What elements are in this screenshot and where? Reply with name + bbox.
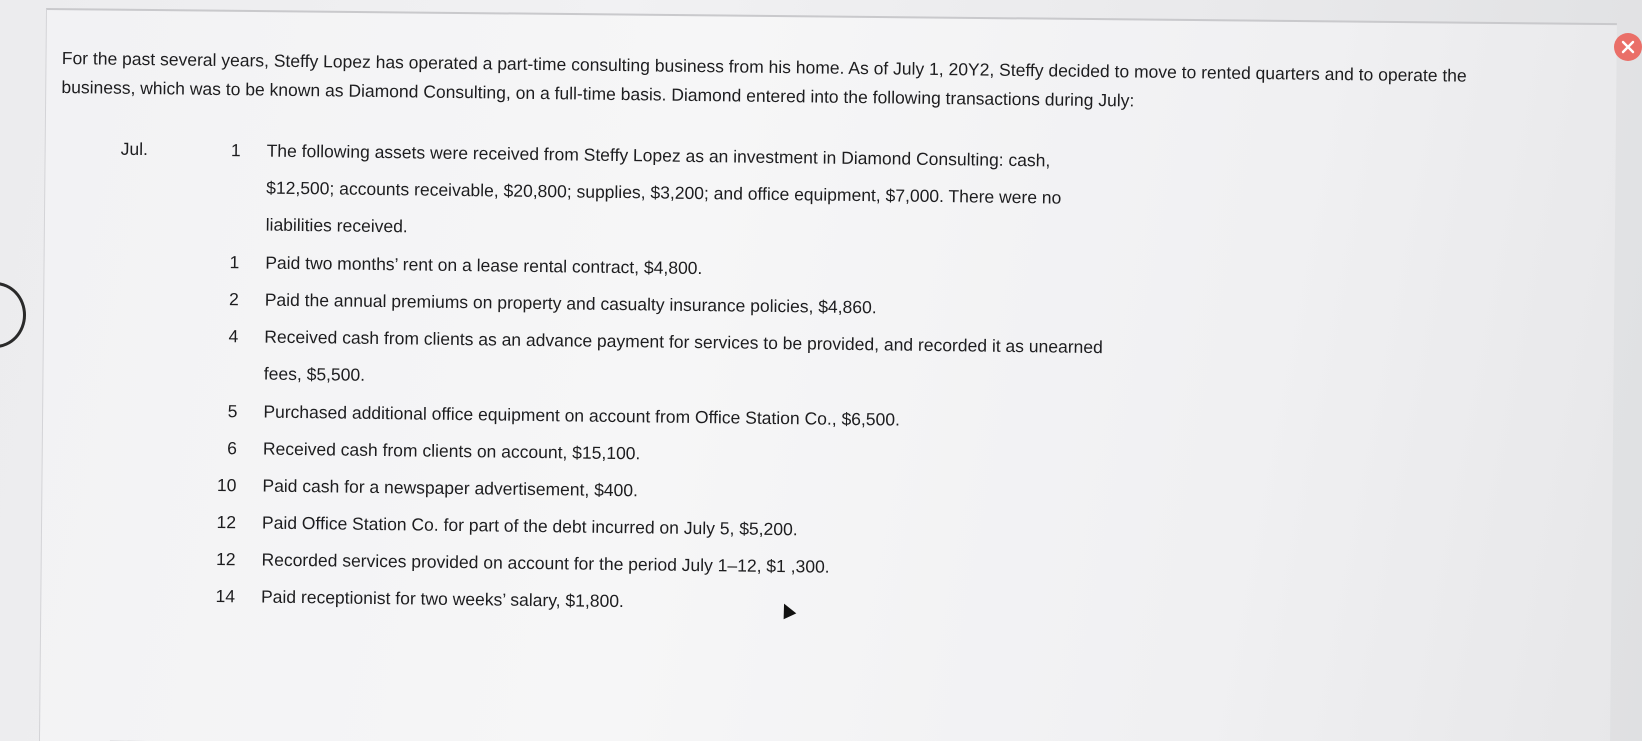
transaction-day: 2	[228, 289, 239, 310]
transaction-day: 12	[216, 511, 237, 533]
transaction-day: 6	[227, 438, 238, 459]
transaction-text: Recorded services provided on account for the period July 1–12, $1 ,300.	[261, 549, 830, 577]
intro-paragraph: For the past several years, Steffy Lopez has operated a part-time consulting business from his home. As of July 1, 20Y2, Steffy decided to move to rented quarters and to operate the business, which was to be known as Diamond Consulting, on a full-time basis. Diamond entered into the following transactions during July:	[61, 47, 1467, 111]
transaction-day: 1	[229, 252, 240, 273]
transaction-row	[60, 130, 1581, 260]
transaction-text: Paid the annual premiums on property and casualty insurance policies, $4,860.	[264, 289, 877, 318]
close-icon	[1621, 40, 1635, 54]
transactions-list	[55, 130, 1581, 632]
transaction-text: Paid receptionist for two weeks’ salary, $1,800.	[260, 586, 624, 612]
transaction-text: Purchased additional office equipment on account from Office Station Co., $6,500.	[263, 401, 901, 430]
transaction-text: Paid cash for a newspaper advertisement, $400.	[262, 475, 639, 501]
transaction-text: Received cash from clients as an advance payment for services to be provided, and recorded it as unearned fees, $5,500.	[263, 326, 1103, 385]
month-label: Jul.	[120, 138, 149, 160]
transaction-day: 12	[215, 548, 236, 570]
transaction-day: 1	[230, 140, 241, 161]
transaction-day: 14	[215, 585, 236, 607]
transaction-text: The following assets were received from Steffy Lopez as an investment in Diamond Consulting: cash, $12,500; accounts receivable, $20,800; supplies, $3,200; and office equipment, $7,000. There were no liabilities received.	[265, 140, 1062, 237]
problem-content	[55, 44, 1582, 632]
transaction-day: 5	[227, 401, 238, 422]
transaction-text: Paid Office Station Co. for part of the debt incurred on July 5, $5,200.	[261, 512, 798, 540]
transaction-day: 4	[228, 326, 239, 347]
close-button[interactable]	[1614, 33, 1642, 61]
transaction-text: Received cash from clients on account, $15,100.	[262, 438, 641, 464]
nav-bracket-icon[interactable]	[0, 282, 26, 348]
transaction-day: 10	[216, 474, 237, 496]
transaction-text: Paid two months’ rent on a lease rental contract, $4,800.	[265, 252, 703, 279]
